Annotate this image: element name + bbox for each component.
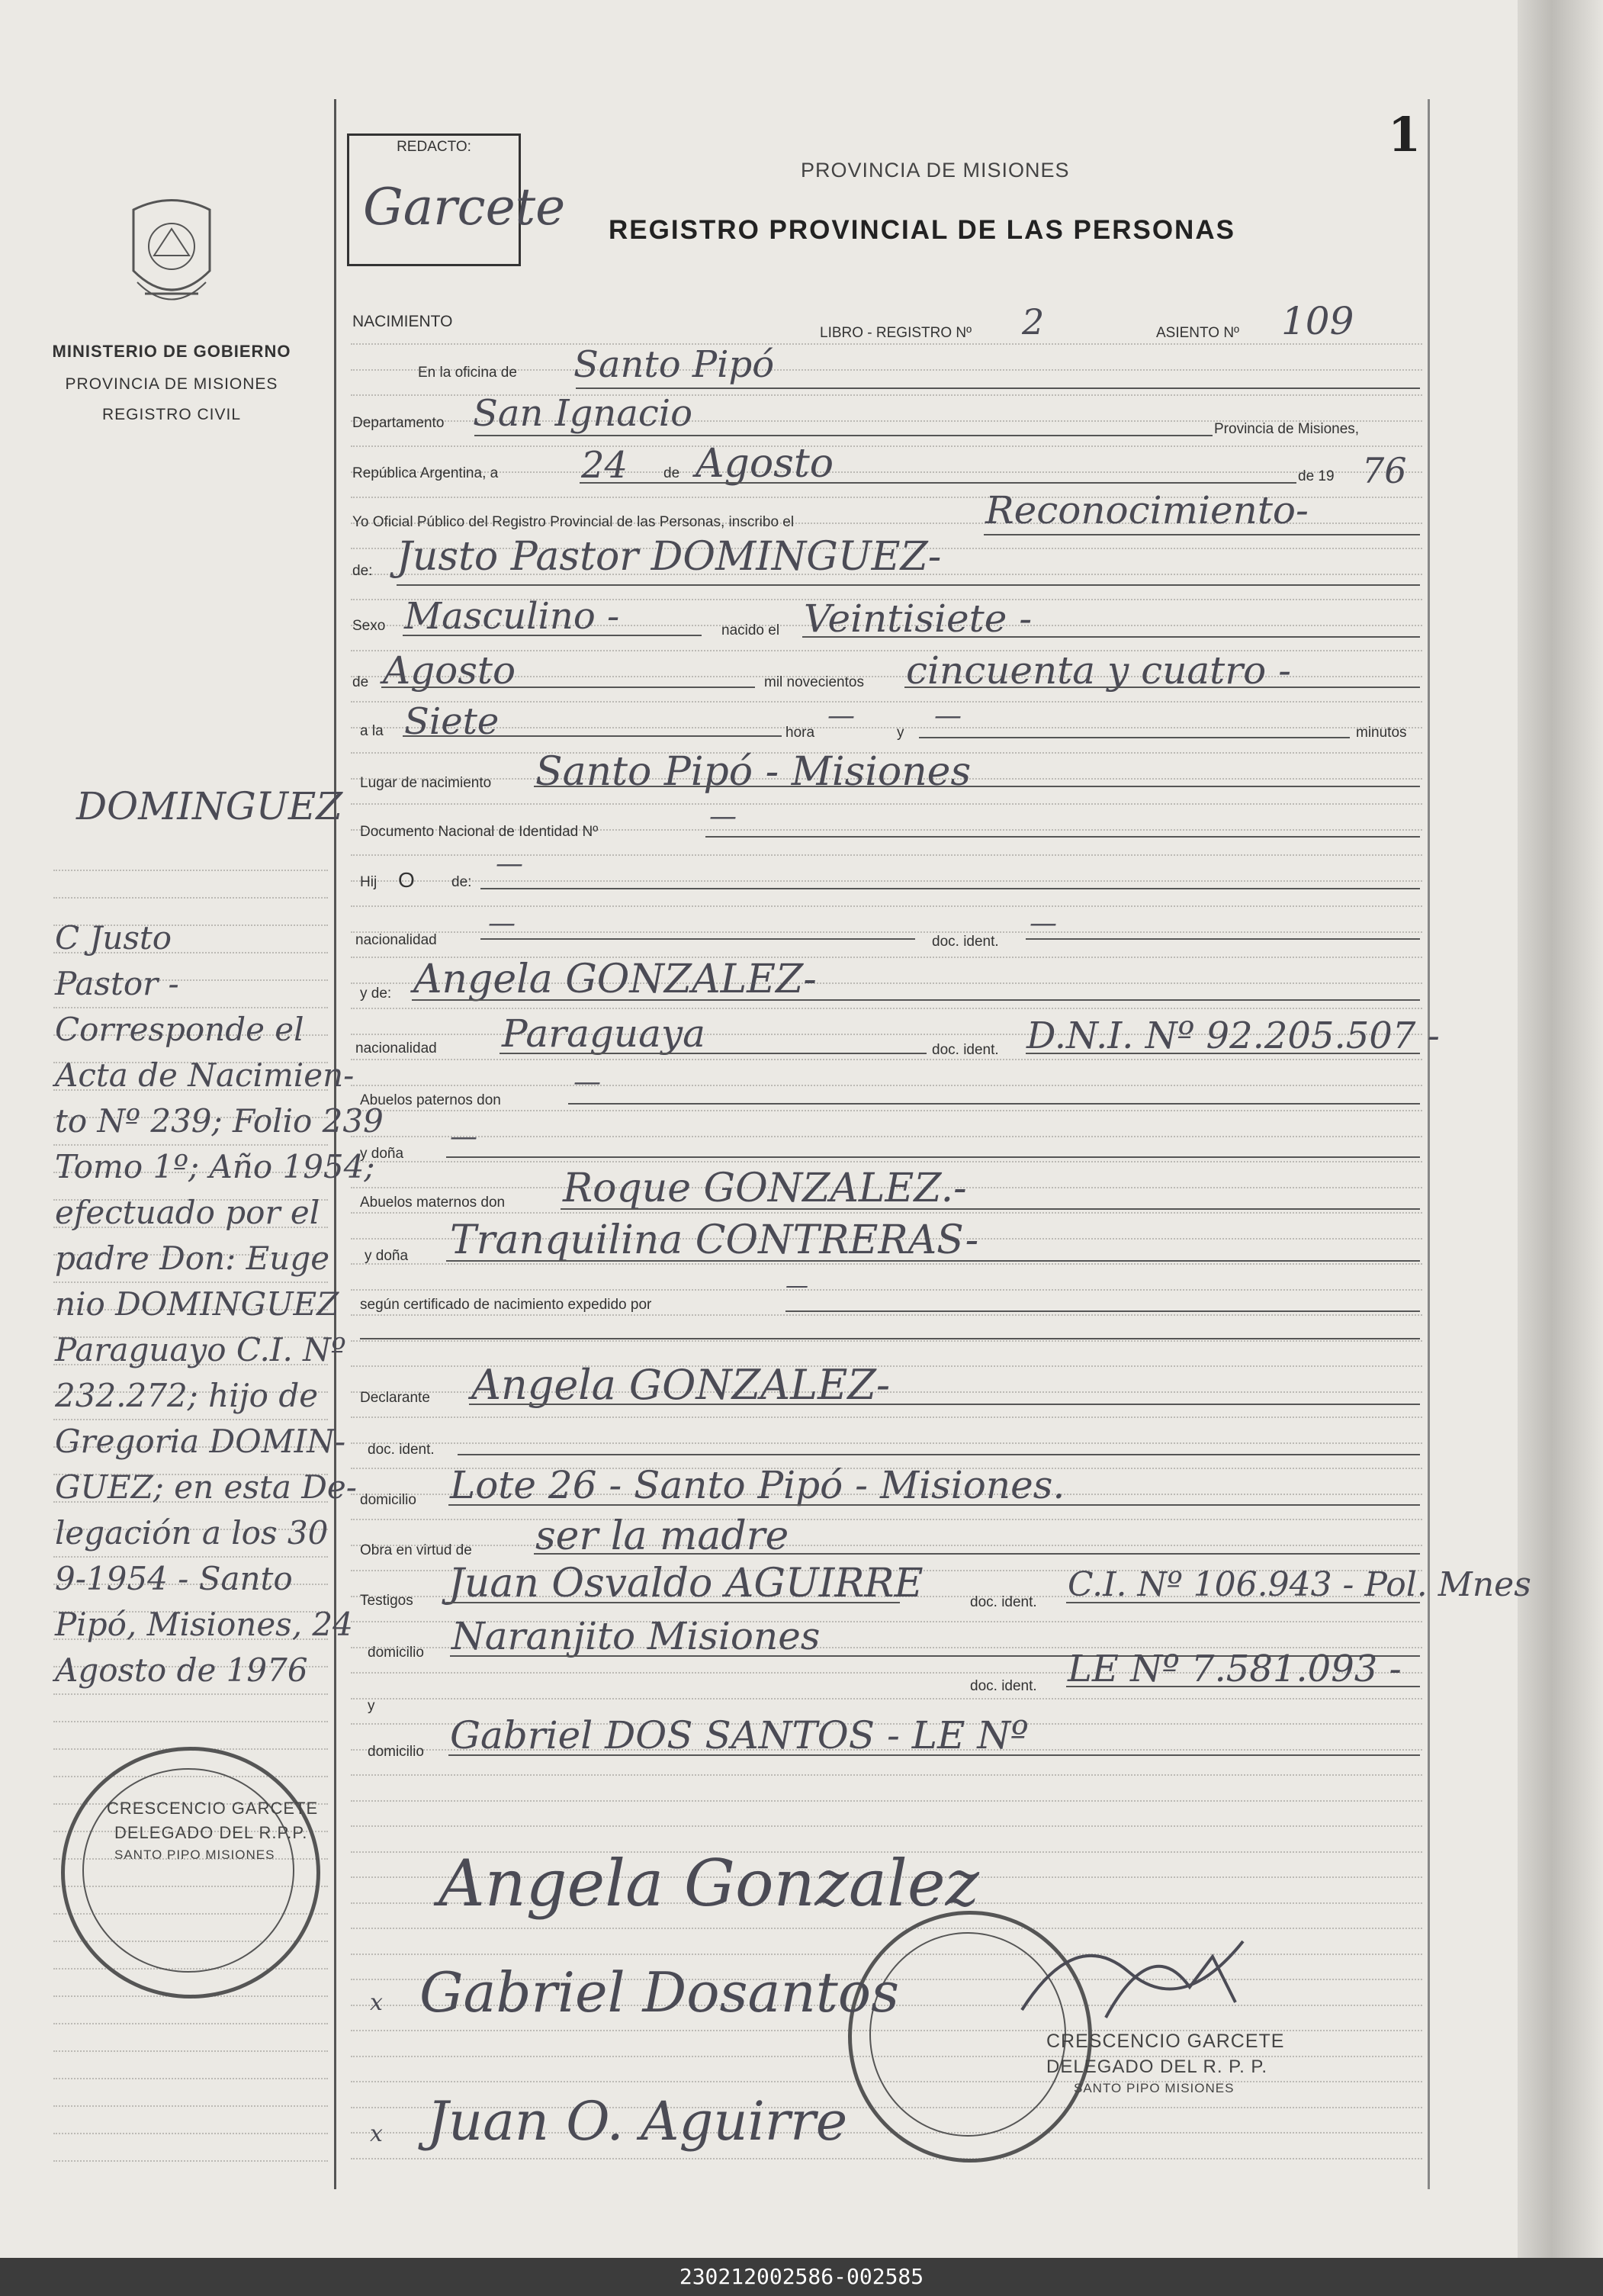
right-stamp-name: CRESCENCIO GARCETE [1046,2031,1285,2052]
testigo1-value: Juan Osvaldo AGUIRRE [448,1561,924,1606]
left-stamp-place: SANTO PIPO MISIONES [114,1847,275,1862]
republica-label: República Argentina, a [352,465,499,481]
ruling-line [351,701,1422,703]
ruling-line [351,1136,1422,1137]
ruling-line [351,1263,1422,1265]
page-number: 1 [1388,107,1421,162]
y-dona2-value: Tranquilina CONTRERAS- [450,1217,979,1263]
y-dona1-value: — [450,1121,477,1153]
margin-ruling-line [53,870,328,871]
left-stamp-name: CRESCENCIO GARCETE [107,1799,319,1818]
registry-title: REGISTRO PROVINCIAL DE LAS PERSONAS [609,215,1235,245]
fill-line [785,1310,1420,1312]
fill-line [534,786,1420,787]
sexo-label: Sexo [352,618,386,634]
doc5-label: doc. ident. [970,1678,1037,1694]
fill-line [360,1338,1420,1339]
obra-label: Obra en virtud de [360,1542,472,1558]
ministry-block [46,342,297,424]
margin-ruling-line [53,2105,328,2107]
margin-ruling-line [53,2023,328,2024]
ministry-civil-registry: REGISTRO CIVIL [101,406,242,423]
nac2-value: Paraguaya [502,1011,705,1056]
departamento-label: Departamento [352,415,445,431]
fill-line [1066,1686,1420,1687]
hora-value: Siete [404,700,500,743]
ruling-line [351,803,1422,805]
margin-annotation-line: Pastor - [55,965,179,1002]
hijo-label: Hij [360,874,377,890]
redacto-signature: Garcete [363,178,566,236]
fill-line [1066,1602,1420,1603]
margin-annotation-line: C Justo [55,919,172,957]
coat-of-arms-icon [122,195,221,320]
ruling-line [351,880,1422,882]
margin-annotation-line: Agosto de 1976 [55,1651,308,1689]
province-header: PROVINCIA DE MISIONES [801,159,1070,182]
ruling-line [351,1085,1422,1086]
ruling-line [351,1774,1422,1776]
fill-line [448,1504,1420,1506]
ruling-line [351,1059,1422,1060]
fill-line [500,1053,927,1054]
doc4-value: C.I. Nº 106.943 - Pol. Mnes [1068,1565,1531,1604]
ruling-line [351,905,1422,907]
oficial-value: Reconocimiento- [985,488,1309,532]
fill-line [561,1208,1420,1210]
nac1-label: nacionalidad [355,932,437,948]
ministry-province: PROVINCIA DE MISIONES [65,375,278,393]
domicilio3-label: domicilio [368,1744,424,1760]
departamento-value: San Ignacio [473,392,693,435]
ab-pat-label: Abuelos paternos don [360,1092,501,1108]
oficial-label: Yo Oficial Público del Registro Provincial de las Personas, inscribo el [352,514,795,530]
margin-annotation-line: legación a los 30 [55,1514,329,1552]
lugar-value: Santo Pipó - Misiones [535,749,972,795]
fill-line [448,1754,1420,1756]
margin-annotation-line: padre Don: Euge [55,1240,330,1277]
madre-value: Angela GONZALEZ- [413,957,817,1002]
ministry-name: MINISTERIO DE GOBIERNO [52,342,291,361]
minutos-label: minutos [1356,725,1407,741]
footer-id: 230212002586-002585 [0,2258,1603,2296]
margin-ruling-line [53,2133,328,2134]
ruling-line [351,1442,1422,1444]
asiento-value: 109 [1281,299,1354,343]
mes-value: Agosto [695,441,834,487]
fill-line [412,999,1420,1001]
libro-label: LIBRO - REGISTRO Nº [820,325,972,341]
fill-line [802,636,1420,638]
nacimiento-label: NACIMIENTO [352,313,453,330]
libro-value: 2 [1022,301,1045,342]
ruling-line [351,1289,1422,1291]
margin-annotation-line: Pipó, Misiones, 24 [55,1606,353,1643]
margin-annotation-line: GUEZ; en esta De- [55,1468,357,1506]
ruling-line [351,1008,1422,1009]
anio-nac-value: cincuenta y cuatro - [906,648,1292,693]
adjacent-page-edge [1518,0,1603,2258]
margin-annotation-line: 232.272; hijo de [55,1377,319,1414]
fill-line [403,635,702,636]
nacido-value: Veintisiete - [804,597,1033,641]
segun-label: según certificado de nacimiento expedido por [360,1297,652,1313]
domicilio2-label: domicilio [368,1645,424,1661]
fill-line [397,584,1420,586]
ab-mat-label: Abuelos maternos don [360,1195,506,1211]
a-la-label: a la [360,723,384,739]
ruling-line [351,445,1422,447]
domicilio3-value: Gabriel DOS SANTOS - LE Nº [450,1713,1029,1757]
oficina-value: Santo Pipó [573,343,775,386]
signature-witness-2: Gabriel Dosantos [419,1960,900,2024]
y-label: y [897,725,904,741]
de-label: de [663,465,680,481]
margin-annotation-line: Paraguayo C.I. Nº [55,1331,346,1368]
margin-ruling-line [53,2078,328,2079]
ab-pat-value: — [573,1066,601,1098]
right-stamp-place: SANTO PIPO MISIONES [1074,2081,1235,2095]
nombre-value: Justo Pastor DOMINGUEZ- [397,534,942,580]
doc3-label: doc. ident. [368,1442,435,1458]
right-stamp-role: DELEGADO DEL R. P. P. [1046,2056,1268,2077]
declarante-value: Angela GONZALEZ- [471,1361,891,1409]
oficina-label: En la oficina de [418,365,517,381]
fill-line [480,938,915,940]
ruling-line [351,1340,1422,1342]
doc1-label: doc. ident. [932,934,999,950]
domicilio1-label: domicilio [360,1492,416,1508]
fill-line [534,1553,1420,1555]
doc2-label: doc. ident. [932,1042,999,1058]
fill-line [576,387,1420,389]
ruling-line [351,343,1422,345]
margin-annotation-line: Acta de Nacimien- [55,1056,355,1094]
y-dona1-label: y doña [360,1146,404,1162]
fill-line [480,888,1420,889]
fill-line [474,435,1213,436]
fill-line [381,687,755,688]
officer-signature-icon [1014,1911,1266,2033]
ruling-line [351,1545,1422,1546]
ruling-line [351,1212,1422,1214]
margin-annotation-line: to Nº 239; Folio 239 [55,1102,384,1140]
signature-witness-1: Juan O. Aguirre [427,2090,848,2153]
segun-value: — [785,1272,808,1299]
signature-declarante: Angela Gonzalez [438,1846,979,1921]
margin-ruling-line [53,2050,328,2052]
ruling-line [351,1110,1422,1111]
margin-annotation-line: efectuado por el [55,1194,320,1231]
fill-line [919,737,1350,738]
fill-line [469,1404,1420,1405]
margin-surname: DOMINGUEZ [76,784,343,828]
sexo-value: Masculino - [404,595,620,638]
fill-line [458,1454,1420,1455]
nac2-label: nacionalidad [355,1040,437,1056]
fill-line [1026,938,1420,940]
y-de-label: y de: [360,986,392,1002]
obra-value: ser la madre [535,1513,789,1559]
margin-annotation-line: Tomo 1º; Año 1954; [55,1148,375,1185]
domicilio1-value: Lote 26 - Santo Pipó - Misiones. [450,1463,1065,1507]
anio-value: 76 [1362,450,1407,491]
declarante-label: Declarante [360,1390,430,1406]
ruling-line [351,1161,1422,1162]
doc1-value: — [1030,908,1057,939]
de2-label: de: [352,563,373,579]
ruling-line [351,1417,1422,1418]
margin-annotation-line: Corresponde el [55,1011,304,1048]
hijo-de-label: de: [451,874,472,890]
signature-x-mark-2: x [370,2121,383,2147]
ab-mat-value: Roque GONZALEZ.- [563,1166,967,1211]
fill-line [1026,1053,1420,1054]
ruling-line [351,1519,1422,1520]
fill-line [446,1156,1420,1158]
margin-ruling-line [53,2160,328,2162]
dni-label: Documento Nacional de Identidad Nº [360,824,599,840]
margin-ruling-line [53,897,328,899]
mil-label: mil novecientos [764,674,864,690]
doc2-value: D.N.I. Nº 92.205.507 - [1026,1015,1440,1057]
lugar-label: Lugar de nacimiento [360,775,492,791]
de3-label: de [352,674,369,690]
minutos-value: — [827,700,855,732]
margin-ruling-line [53,1721,328,1722]
ruling-line [351,727,1422,728]
ruling-line [351,1825,1422,1827]
fill-line [446,1260,1420,1262]
dia-value: 24 [581,444,628,487]
domicilio2-value: Naranjito Misiones [451,1614,821,1658]
fill-line [984,534,1420,535]
ruling-line [351,1314,1422,1316]
right-border [1428,99,1430,2189]
fill-line [705,836,1420,838]
redacto-box [347,133,566,266]
minutos-value-2: — [934,700,962,732]
fill-line [568,1103,1420,1105]
fill-line [580,482,1296,484]
y-dona2-label: y doña [365,1248,409,1264]
de-anio-label: de 19 [1298,468,1335,484]
hijo-suffix: O [398,868,415,892]
margin-annotation-line: Gregoria DOMIN- [55,1423,346,1460]
provincia-suffix: Provincia de Misiones, [1214,421,1360,437]
fill-line [403,735,782,737]
ruling-line [351,1800,1422,1802]
fill-line [904,687,1420,688]
hora-label: hora [785,725,815,741]
fill-line [446,1602,900,1603]
dni-value: — [709,801,737,832]
ruling-line [351,1698,1422,1699]
doc4-label: doc. ident. [970,1594,1037,1610]
signature-x-mark-1: x [370,1989,383,2016]
margin-ruling-line [53,1693,328,1695]
margin-annotation-line: nio DOMINGUEZ [55,1285,339,1323]
y2-label: y [368,1698,375,1714]
ruling-line [351,471,1422,473]
margin-annotation-line: 9-1954 - Santo [55,1560,293,1597]
doc5-value: LE Nº 7.581.093 - [1068,1648,1402,1690]
redacto-label: REDACTO: [397,139,471,155]
asiento-label: ASIENTO Nº [1156,325,1239,341]
nacido-label: nacido el [721,622,780,638]
testigos-label: Testigos [360,1593,413,1609]
nac1-value: — [488,908,516,939]
left-stamp-role: DELEGADO DEL R.P.P. [114,1823,308,1842]
mes-nac-value: Agosto [383,648,516,693]
hijo-de-value: — [496,848,523,879]
ruling-line [351,2158,1422,2159]
